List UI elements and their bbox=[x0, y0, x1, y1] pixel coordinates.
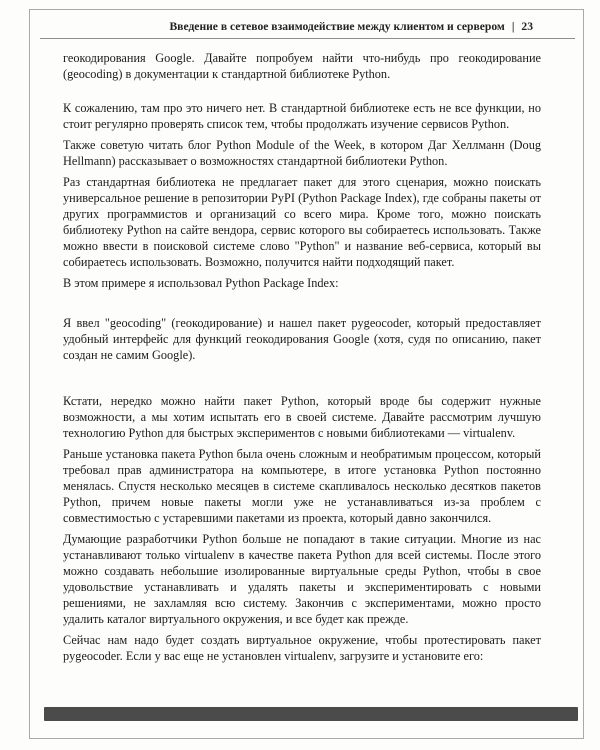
paragraph: геокодирования Google. Давайте попробуем найти что-нибудь про геокодирование (geocoding) в документации к стандартной библиотеке Python. bbox=[63, 51, 541, 81]
page-header bbox=[40, 10, 575, 39]
paragraph: Кстати, нередко можно найти пакет Python, который вроде бы содержит нужные возможности, а мы хотим испытать его в своей системе. Давайте рассмотрим лучшую технологию Python для быстрых экспериментов с новыми библиотеками — virtualenv. bbox=[63, 393, 541, 440]
page-border bbox=[29, 9, 584, 739]
paragraph: Я ввел "geocoding" (геокодирование) и нашел пакет pygeocoder, который предоставляет удобный интерфейс для функций геокодирования Google (хотя, судя по описанию, пакет создан не самим Google). bbox=[63, 315, 541, 362]
page-content bbox=[30, 39, 583, 665]
paragraph: К сожалению, там про это ничего нет. В стандартной библиотеке есть не все функции, но стоит регулярно проверять список тем, чтобы продолжать изучение сервисов Python. bbox=[63, 100, 541, 131]
paragraph: Сейчас нам надо будет создать виртуальное окружение, чтобы протестировать пакет pygeocoder. Если у вас еще не установлен virtualenv, загрузите и установите его: bbox=[63, 632, 541, 663]
code-block-cropped bbox=[44, 707, 578, 721]
paragraph: Также советую читать блог Python Module of the Week, в котором Даг Хеллманн (Doug Hellmann) рассказывает о возможностях стандартной библиотеки Python. bbox=[63, 137, 541, 168]
page-number: 23 bbox=[521, 20, 533, 33]
header-separator: | bbox=[511, 20, 515, 33]
running-head-title: Введение в сетевое взаимодействие между клиентом и сервером bbox=[169, 20, 505, 33]
paragraph: В этом примере я использовал Python Package Index: bbox=[63, 275, 339, 290]
paragraph: Думающие разработчики Python больше не попадают в такие ситуации. Многие из нас устанавливают только virtualenv в качестве пакета Python для всей системы. После этого можно создавать небольшие изолированные виртуальные среды Python, чтобы в свое удовольствие устанавливать и удалять пакеты и экспериментировать с новыми решениями, не захламляя всю систему. Закончив с экспериментами, можно просто удалить каталог виртуального окружения, и все будет как прежде. bbox=[63, 531, 541, 626]
paragraph: Раз стандартная библиотека не предлагает пакет для этого сценария, можно поискать универсальное решение в репозитории PyPI (Python Package Index), где собраны пакеты от других программистов и организаций со всего мира. Кроме того, можно поискать библиотеку Python на сайте вендора, сервис которого вы собираетесь использовать. Также можно ввести в поисковой системе слово "Python" и название веб-сервиса, который вы собираетесь использовать. Возможно, получится найти подходящий пакет. bbox=[63, 174, 541, 269]
paragraph: Раньше установка пакета Python была очень сложным и необратимым процессом, который требовал прав администратора на компьютере, в итоге установка Python постоянно менялась. Спустя несколько месяцев в системе скапливалось несколько десятков пакетов Python, причем новые пакеты могли уже не устанавливаться из-за проблем с совместимостью с устаревшими пакетами из проекта, который давно закончился. bbox=[63, 446, 541, 525]
